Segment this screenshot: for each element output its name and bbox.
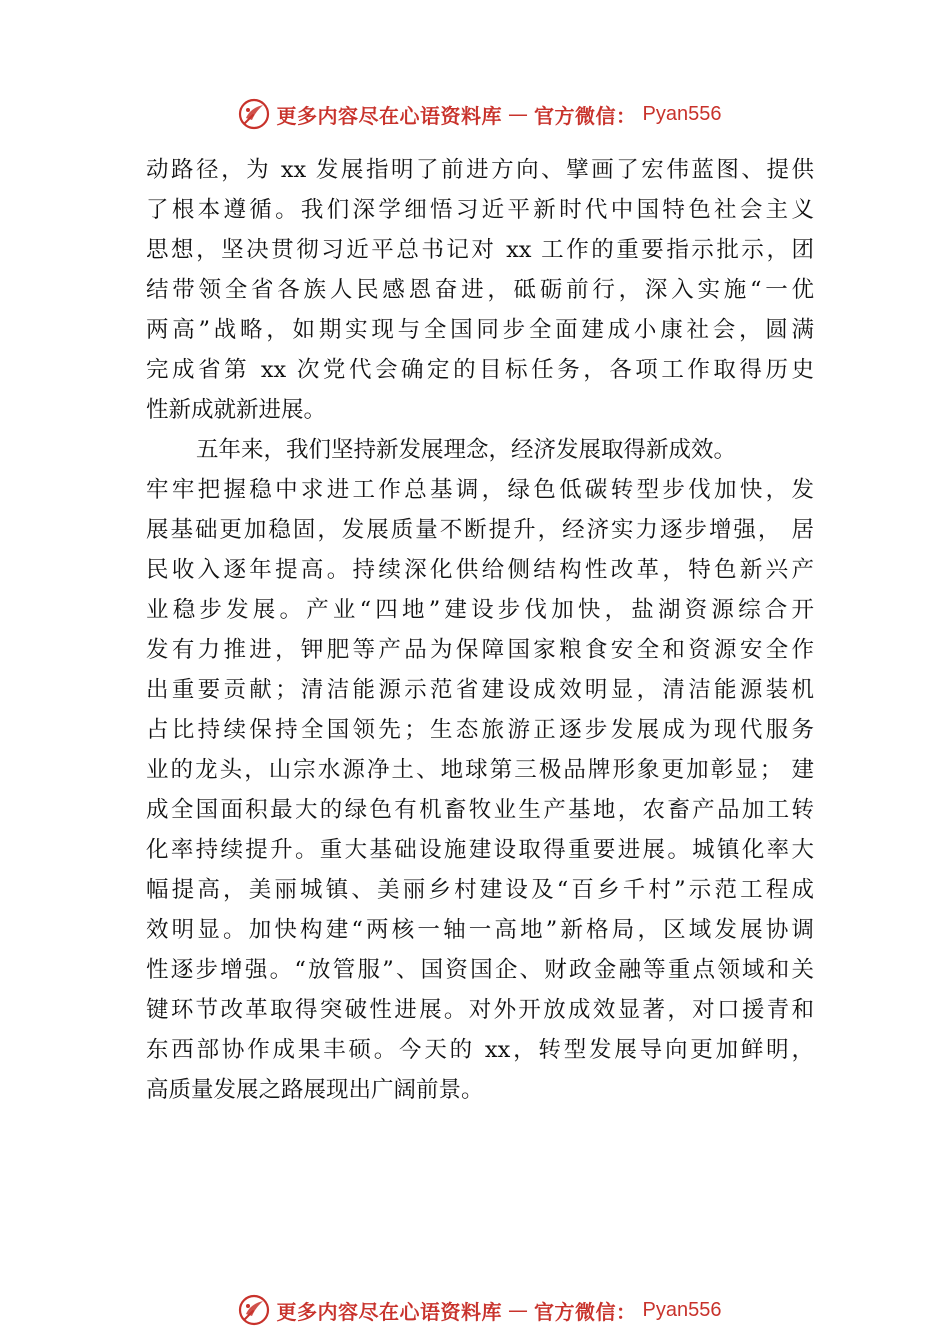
text-line: 性新成就新进展。: [146, 397, 327, 423]
text-line: 业的龙头，山宗水源净土、地球第三极品牌形象更加彰显； 建: [146, 757, 814, 783]
text-line: 业稳步发展。产业“四地”建设步伐加快，盐湖资源综合开: [146, 597, 814, 623]
text-line: 两高”战略，如期实现与全国同步全面建成小康社会，圆满: [146, 317, 814, 343]
text-line: 高质量发展之路展现出广阔前景。: [146, 1077, 484, 1103]
text-line: 民收入逐年提高。持续深化供给侧结构性改革，特色新兴产: [146, 557, 814, 583]
watermark-site-text: 更多内容尽在心语资料库: [276, 1299, 503, 1324]
brand-logo-icon: [237, 97, 271, 131]
paragraph-first-line: 五年来，我们坚持新发展理念，经济发展取得新成效。: [196, 437, 737, 463]
watermark-handle: Pyan556: [642, 102, 722, 125]
watermark-contact-text: 官方微信：: [534, 103, 637, 128]
text-line: 结带领全省各族人民感恩奋进，砥砺前行，深入实施“一优: [146, 277, 814, 303]
text-line: 性逐步增强。“放管服”、国资国企、财政金融等重点领域和关: [146, 957, 814, 983]
text-line: 牢牢把握稳中求进工作总基调，绿色低碳转型步伐加快，发: [146, 477, 814, 503]
header-watermark: [0, 94, 950, 134]
watermark-separator: —: [508, 102, 529, 126]
text-line: 出重要贡献；清洁能源示范省建设成效明显，清洁能源装机: [146, 677, 814, 703]
text-line: 发有力推进，钾肥等产品为保障国家粮食安全和资源安全作: [146, 637, 814, 663]
text-line: 东西部协作成果丰硕。今天的 xx，转型发展导向更加鲜明，: [146, 1037, 814, 1063]
footer-watermark: [0, 1290, 950, 1330]
document-body: [146, 150, 814, 1110]
watermark-site-text: 更多内容尽在心语资料库: [276, 103, 503, 128]
watermark-handle: Pyan556: [642, 1298, 722, 1321]
brand-logo-icon: [237, 1293, 271, 1327]
text-line: 幅提高，美丽城镇、美丽乡村建设及“百乡千村”示范工程成: [146, 877, 814, 903]
text-line: 展基础更加稳固，发展质量不断提升，经济实力逐步增强， 居: [146, 517, 814, 543]
text-line: 键环节改革取得突破性进展。对外开放成效显著，对口援青和: [146, 997, 814, 1023]
text-line: 思想，坚决贯彻习近平总书记对 xx 工作的重要指示批示，团: [146, 237, 814, 263]
text-line: 成全国面积最大的绿色有机畜牧业生产基地，农畜产品加工转: [146, 797, 814, 823]
watermark-contact-text: 官方微信：: [534, 1299, 637, 1324]
footer-watermark-group: [237, 1293, 722, 1327]
header-watermark-group: [237, 97, 722, 131]
text-line: 效明显。加快构建“两核一轴一高地”新格局，区域发展协调: [146, 917, 814, 943]
text-line: 化率持续提升。重大基础设施建设取得重要进展。城镇化率大: [146, 837, 814, 863]
text-line: 了根本遵循。我们深学细悟习近平新时代中国特色社会主义: [146, 197, 814, 223]
text-line: 完成省第 xx 次党代会确定的目标任务，各项工作取得历史: [146, 357, 814, 383]
text-line: 占比持续保持全国领先；生态旅游正逐步发展成为现代服务: [146, 717, 814, 743]
text-line: 动路径，为 xx 发展指明了前进方向、擘画了宏伟蓝图、提供: [146, 157, 814, 183]
watermark-separator: —: [508, 1298, 529, 1322]
